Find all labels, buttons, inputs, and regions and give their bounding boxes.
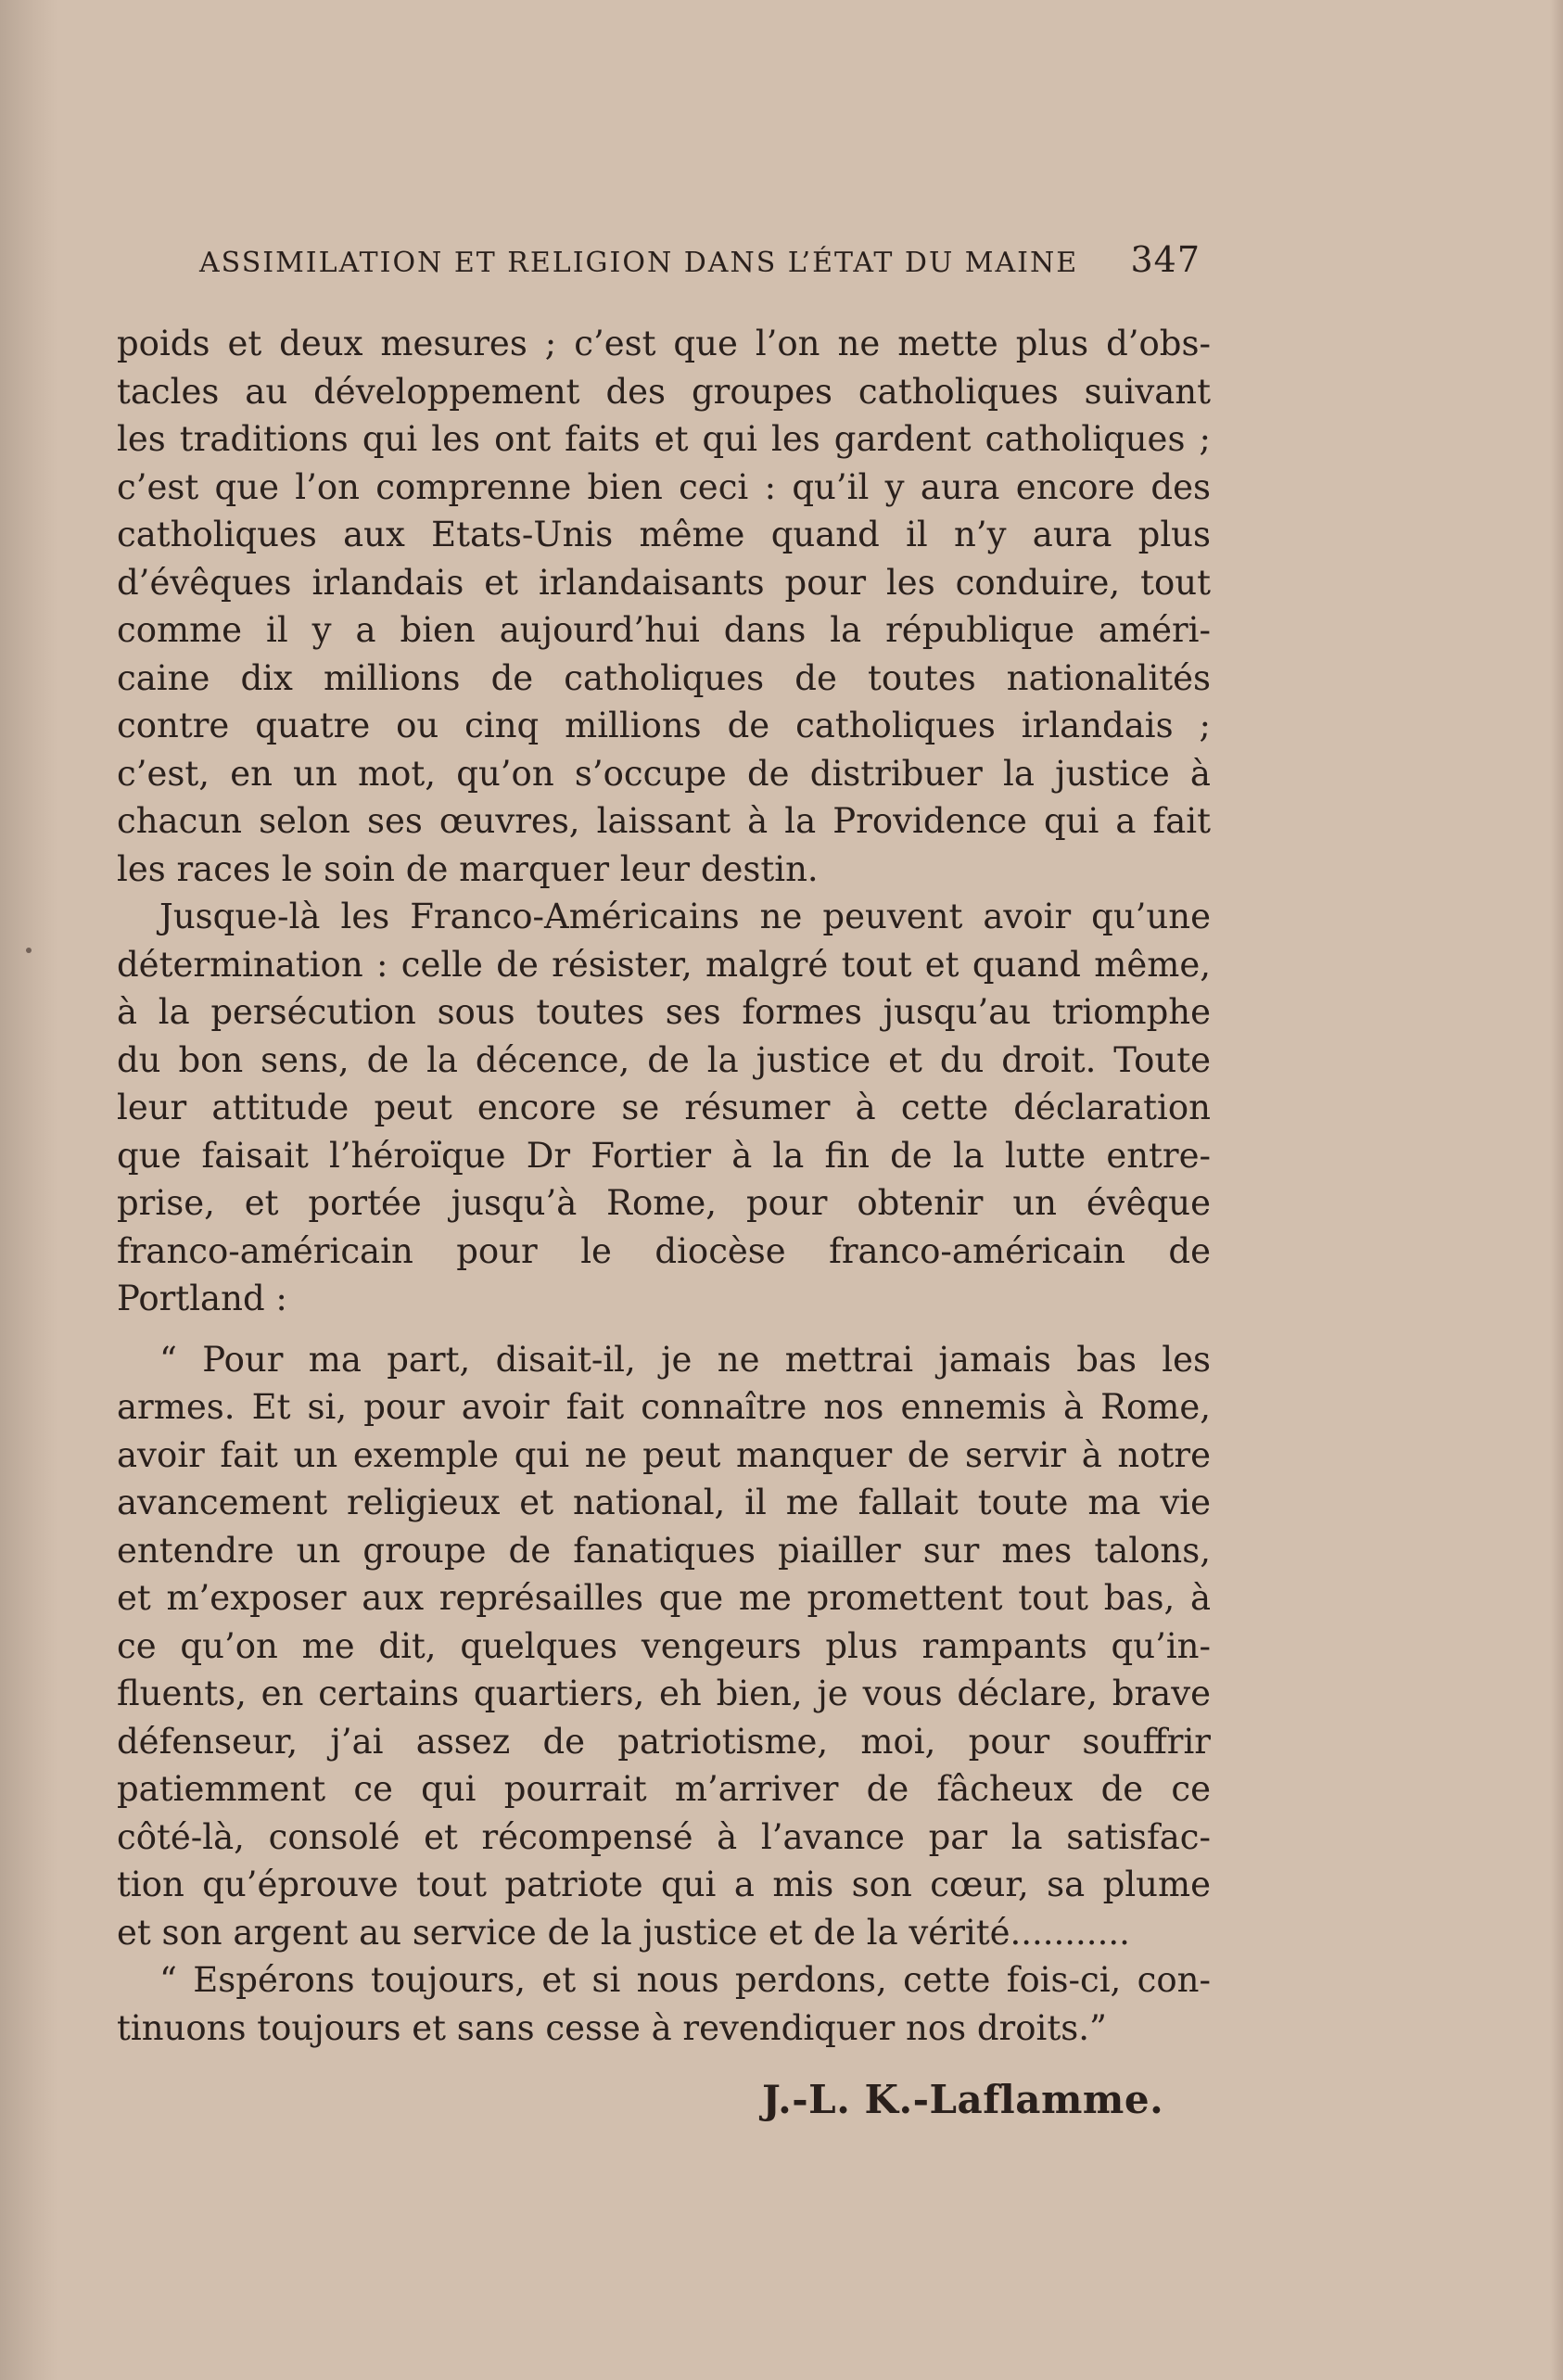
text-line: c’est, en un mot, qu’on s’occupe de distribuer la justice à [117, 753, 1211, 794]
paragraph [117, 893, 1211, 1323]
text-line: défenseur, j’ai assez de patriotisme, moi, pour souffrir [117, 1721, 1211, 1762]
text-line: fluents, en certains quartiers, eh bien, je vous déclare, brave [117, 1674, 1211, 1713]
text-line: les traditions qui les ont faits et qui les gardent catholiques ; [117, 419, 1211, 459]
text-line: “ Pour ma part, disait-il, je ne mettrai jamais bas les [159, 1339, 1211, 1380]
text-line: poids et deux mesures ; c’est que l’on ne mette plus d’obs- [117, 324, 1211, 363]
paragraph [117, 320, 1211, 893]
running-head [199, 239, 1201, 295]
text-line: d’évêques irlandais et irlandaisants pour les conduire, tout [117, 562, 1211, 603]
page-right-edge [1550, 0, 1563, 2380]
body-text [117, 320, 1211, 2052]
text-line: chacun selon ses œuvres, laissant à la Providence qui a fait [117, 801, 1211, 841]
text-line: du bon sens, de la décence, de la justice et du droit. Toute [117, 1039, 1211, 1080]
text-line: Jusque-là les Franco-Américains ne peuvent avoir qu’une [159, 897, 1211, 936]
text-line: franco-américain pour le diocèse franco-américain de [117, 1230, 1211, 1271]
text-line: prise, et portée jusqu’à Rome, pour obtenir un évêque [117, 1183, 1211, 1223]
text-line: détermination : celle de résister, malgré tout et quand même, [117, 944, 1211, 985]
text-line: armes. Et si, pour avoir fait connaître nos ennemis à Rome, [117, 1387, 1211, 1427]
text-line: “ Espérons toujours, et si nous perdons, cette fois-ci, con- [159, 1960, 1211, 2000]
text-line: à la persécution sous toutes ses formes jusqu’au triomphe [117, 992, 1211, 1032]
text-line: patiemment ce qui pourrait m’arriver de fâcheux de ce [117, 1769, 1211, 1809]
text-line: caine dix millions de catholiques de toutes nationalités [117, 657, 1211, 698]
text-line: Portland : [117, 1279, 287, 1318]
text-line: tion qu’éprouve tout patriote qui a mis son cœur, sa plume [117, 1865, 1211, 1904]
quote-spacer [117, 1323, 1211, 1336]
text-line: les races le soin de marquer leur destin. [117, 848, 819, 889]
text-line: avancement religieux et national, il me fallait toute ma vie [117, 1483, 1211, 1522]
text-line: avoir fait un exemple qui ne peut manquer de servir à notre [117, 1434, 1211, 1475]
text-line: tinuons toujours et sans cesse à revendiquer nos droits.” [117, 2007, 1107, 2048]
text-line: tacles au développement des groupes catholiques suivant [117, 371, 1211, 412]
text-line: entendre un groupe de fanatiques piailler sur mes talons, [117, 1530, 1211, 1571]
page-number: 347 [1130, 239, 1201, 280]
text-line: ce qu’on me dit, quelques vengeurs plus rampants qu’in- [117, 1625, 1211, 1666]
text-line: catholiques aux Etats-Unis même quand il n’y aura plus [117, 515, 1211, 554]
text-line: contre quatre ou cinq millions de catholiques irlandais ; [117, 706, 1211, 745]
text-line: et m’exposer aux représailles que me promettent tout bas, à [117, 1578, 1211, 1618]
page-left-edge [0, 0, 57, 2380]
text-line: côté-là, consolé et récompensé à l’avance par la satisfac- [117, 1816, 1211, 1857]
paragraph [117, 1956, 1211, 2052]
text-line: et son argent au service de la justice et de la vérité........... [117, 1912, 1130, 1953]
paragraph [117, 1336, 1211, 1957]
text-line: que faisait l’héroïque Dr Fortier à la fin de la lutte entre- [117, 1135, 1211, 1176]
author-signature: J.-L. K.-Laflamme. [762, 2077, 1164, 2122]
ink-speck [26, 948, 32, 953]
text-line: comme il y a bien aujourd’hui dans la république améri- [117, 610, 1211, 650]
text-line: leur attitude peut encore se résumer à cette déclaration [117, 1088, 1211, 1127]
text-line: c’est que l’on comprenne bien ceci : qu’il y aura encore des [117, 466, 1211, 507]
running-title: ASSIMILATION ET RELIGION DANS L’ÉTAT DU MAINE [199, 247, 1079, 279]
